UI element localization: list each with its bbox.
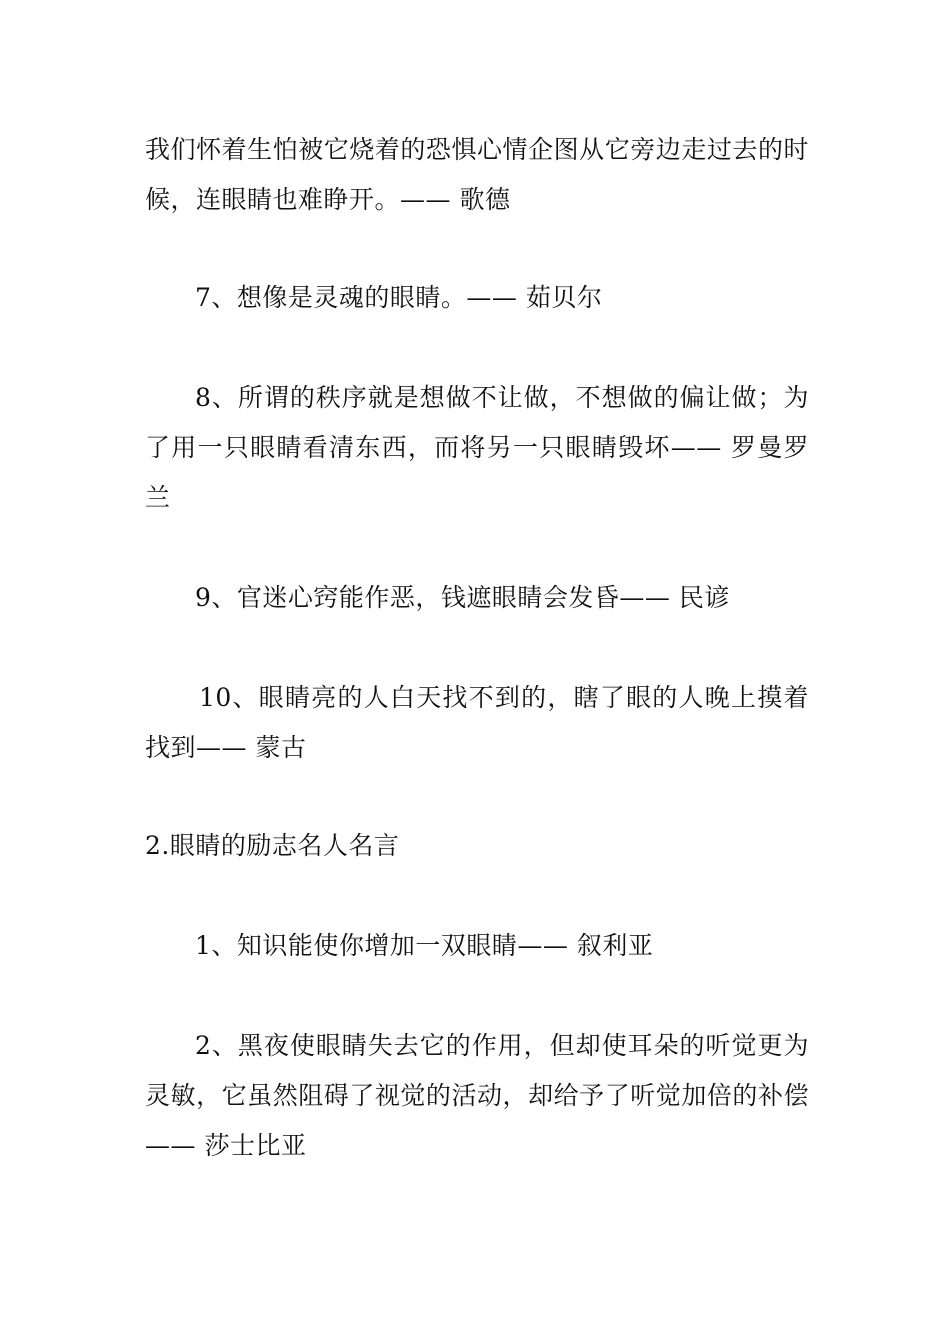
quote-10: 10、眼睛亮的人白天找不到的，瞎了眼的人晚上摸着找到—— 蒙古 (145, 683, 809, 762)
quote-s2-1: 1、知识能使你增加一双眼睛—— 叙利亚 (195, 931, 654, 960)
quote-8: 8、所谓的秩序就是想做不让做，不想做的偏让做；为了用一只眼睛看清东西，而将另一只眼睛毁坏—— 罗曼罗兰 (145, 383, 809, 512)
quote-s2-2: 2、黑夜使眼睛失去它的作用，但却使耳朵的听觉更为灵敏，它虽然阻碍了视觉的活动，却给予了听觉加倍的补偿—— 莎士比亚 (145, 1031, 809, 1160)
quote-7: 7、想像是灵魂的眼睛。—— 茹贝尔 (195, 283, 603, 312)
quote-goethe-continued: 我们怀着生怕被它烧着的恐惧心情企图从它旁边走过去的时候，连眼睛也难睁开。—— 歌德 (145, 135, 809, 214)
quote-9: 9、官迷心窍能作恶，钱遮眼睛会发昏—— 民谚 (195, 583, 730, 612)
section-heading: 2.眼睛的励志名人名言 (145, 831, 400, 860)
